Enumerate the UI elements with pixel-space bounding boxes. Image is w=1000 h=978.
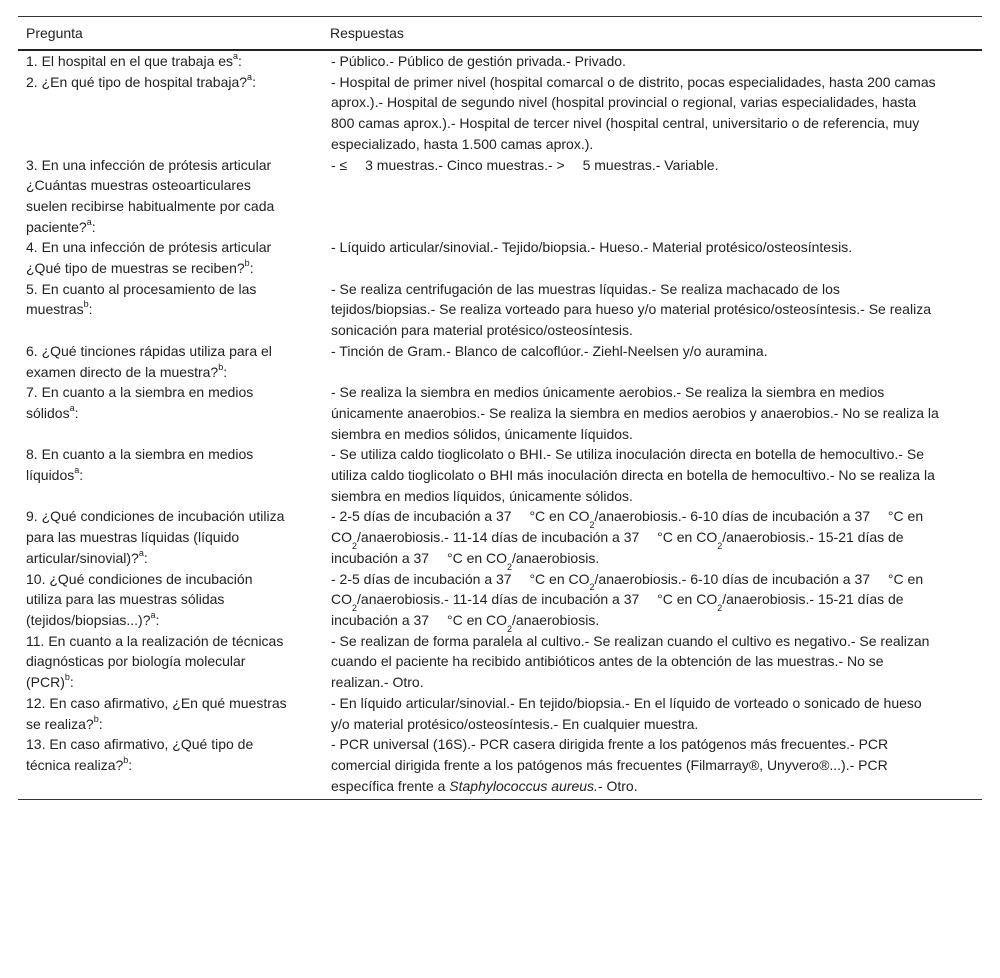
text-segment: 11. En cuanto a la realización de técnicas diagnósticas por biología molecular (PCR) [26, 632, 284, 691]
text-segment: - Tinción de Gram.- Blanco de calcoflúor.- Ziehl-Neelsen y/o auramina. [331, 342, 768, 359]
text-segment: /anaerobiosis.- 15-21 días de incubación a 37 °C en CO [331, 529, 904, 566]
subscript: 2 [507, 561, 513, 572]
answers-cell [322, 506, 982, 572]
question-cell [18, 50, 322, 72]
text-segment: 7. En cuanto a la siembra en medios sólidos [26, 384, 254, 421]
footnote-mark: a [247, 71, 253, 82]
text-segment: : [128, 756, 133, 773]
text-segment: : [79, 467, 84, 484]
text-segment: 5. En cuanto al procesamiento de las muestras [26, 280, 257, 318]
answers-cell [322, 341, 982, 382]
text-segment: /anaerobiosis.- 11-14 días de incubación a 37 °C en CO [357, 591, 718, 608]
text-segment: 12. En caso afirmativo, ¿En qué muestras se realiza? [26, 694, 287, 732]
question-cell [18, 237, 322, 278]
answers-cell [322, 693, 982, 734]
footnote-mark: b [93, 713, 99, 724]
subscript: 2 [589, 520, 595, 531]
question-cell [18, 279, 322, 341]
survey-table [18, 16, 982, 800]
text-segment: : [223, 363, 228, 380]
text-segment: 4. En una infección de prótesis articular ¿Qué tipo de muestras se reciben? [26, 239, 272, 277]
text-segment: - Público.- Público de gestión privada.- Privado. [331, 53, 626, 69]
question-cell [18, 341, 322, 382]
text-segment: - ≤ 3 muestras.- Cinco muestras.- > 5 muestras.- Variable. [331, 156, 719, 173]
footnote-mark: a [69, 402, 75, 413]
text-segment: 1. El hospital en el que trabaja es [26, 53, 234, 69]
text-segment: 8. En cuanto a la siembra en medios líquidos [26, 446, 254, 484]
footnote-mark: b [83, 299, 89, 310]
text-segment: - 2-5 días de incubación a 37 °C en CO [331, 508, 590, 525]
text-segment: : [252, 73, 256, 90]
text-segment: /anaerobiosis. [512, 611, 600, 628]
answers-cell [322, 279, 982, 341]
table-row [18, 237, 982, 278]
answers-cell [322, 237, 982, 278]
text-segment: 13. En caso afirmativo, ¿Qué tipo de técnica realiza? [26, 736, 254, 773]
subscript: 2 [352, 602, 358, 613]
table-row [18, 734, 982, 800]
text-segment: : [238, 53, 242, 69]
question-cell [18, 444, 322, 506]
footnote-mark: a [86, 216, 92, 227]
text-segment: 2. ¿En qué tipo de hospital trabaja? [26, 73, 248, 90]
answers-cell [322, 569, 982, 634]
text-segment: : [155, 611, 160, 628]
table-row [18, 72, 982, 155]
answers-cell [322, 382, 982, 444]
footnote-mark: a [150, 609, 156, 620]
text-segment: 10. ¿Qué condiciones de incubación utiliza para las muestras sólidas (tejidos/biopsias...)? [26, 570, 253, 628]
table-row [18, 155, 982, 238]
text-segment: 9. ¿Qué condiciones de incubación utiliza para las muestras líquidas (líquido articular/sinovial)? [26, 508, 285, 566]
subscript: 2 [352, 540, 358, 551]
table-body [18, 50, 982, 800]
text-segment: /anaerobiosis.- 11-14 días de incubación a 37 °C en CO [357, 529, 718, 546]
question-cell [18, 72, 322, 155]
text-segment: 3. En una infección de prótesis articular ¿Cuántas muestras osteoarticulares suelen recibirse habitualmente por cada paciente? [26, 156, 275, 235]
text-segment: /anaerobiosis.- 6-10 días de incubación a 37 °C en CO [331, 570, 924, 608]
answers-cell [322, 155, 982, 238]
text-segment: - Hospital de primer nivel (hospital comarcal o de distrito, pocas especialidades, hasta 200 camas aprox.).- Hospital de segundo nivel (hospital provincial o regional, varias especialidades, hasta 800 camas aprox.).- Hospital de tercer nivel (hospital central, universitario o de referencia, muy especializado, hasta 1.500 camas aprox.). [331, 73, 936, 152]
text-segment: - Líquido articular/sinovial.- Tejido/biopsia.- Hueso.- Material protésico/osteosíntesis. [331, 239, 853, 256]
header-answers: Respuestas [322, 17, 982, 51]
text-segment: - Otro. [597, 777, 638, 794]
table-row [18, 382, 982, 444]
answers-cell [322, 631, 982, 693]
subscript: 2 [507, 623, 513, 634]
table-row [18, 693, 982, 734]
text-segment: - En líquido articular/sinovial.- En tejido/biopsia.- En el líquido de vorteado o sonicado de hueso y/o material protésico/osteosíntesis.- En cualquier muestra. [331, 694, 922, 732]
table-row [18, 631, 982, 693]
question-cell [18, 506, 322, 568]
footnote-mark: a [138, 547, 144, 558]
question-cell [18, 631, 322, 693]
text-segment: 6. ¿Qué tinciones rápidas utiliza para el examen directo de la muestra? [26, 342, 272, 380]
text-segment: /anaerobiosis. [512, 549, 600, 566]
question-cell [18, 734, 322, 800]
question-cell [18, 693, 322, 734]
text-segment: - Se realiza centrifugación de las muestras líquidas.- Se realiza machacado de los tejidos/biopsias.- Se realiza vorteado para hueso y/o material protésico/osteosíntesis.- Se realiza sonicación para material protésico/osteosíntesis. [331, 280, 931, 339]
footnote-mark: b [123, 754, 129, 765]
text-segment: : [69, 674, 74, 691]
text-segment: - PCR universal (16S).- PCR casera dirigida frente a los patógenos más frecuentes.- PCR comercial dirigida frente a los patógenos más frecuentes (Filmarray®, Unyvero®...).- PCR específica frente a [331, 736, 889, 794]
table-row [18, 341, 982, 382]
table-row [18, 279, 982, 341]
footnote-mark: b [64, 672, 70, 683]
answers-cell [322, 444, 982, 506]
answers-cell [322, 72, 982, 155]
text-segment: - Se utiliza caldo tioglicolato o BHI.- Se utiliza inoculación directa en botella de hemocultivo.- Se utiliza caldo tioglicolato o BHI más inoculación directa en botella de hemocultivo.- No se realiza la siembra en medios líquidos, únicamente sólidos. [331, 446, 935, 504]
text-segment: /anaerobiosis.- 6-10 días de incubación a 37 °C en CO [331, 508, 924, 546]
text-segment: /anaerobiosis.- 15-21 días de incubación a 37 °C en CO [331, 591, 904, 628]
table-header-row [18, 17, 982, 51]
question-cell [18, 155, 322, 238]
table-row [18, 506, 982, 568]
text-segment: : [74, 404, 79, 421]
table-row [18, 50, 982, 72]
text-segment: - Se realizan de forma paralela al cultivo.- Se realizan cuando el cultivo es negativo.- Se realizan cuando el paciente ha recibido antibióticos antes de la obtención de las muestras.- No se realizan.- Otro. [331, 632, 930, 691]
answers-cell [322, 734, 982, 800]
footnote-mark: b [244, 258, 250, 269]
table-row [18, 569, 982, 631]
subscript: 2 [717, 540, 723, 551]
text-segment: : [143, 549, 148, 566]
footnote-mark: a [74, 465, 80, 476]
text-segment: : [98, 715, 103, 732]
subscript: 2 [589, 582, 595, 593]
text-segment: : [88, 301, 93, 318]
subscript: 2 [717, 602, 723, 613]
text-segment: : [249, 260, 254, 277]
table-row [18, 444, 982, 506]
footnote-mark: a [233, 51, 239, 61]
footnote-mark: b [218, 361, 224, 372]
text-segment: - 2-5 días de incubación a 37 °C en CO [331, 570, 590, 587]
text-segment: Staphylococcus aureus. [449, 777, 598, 794]
text-segment: : [91, 218, 96, 235]
question-cell [18, 569, 322, 631]
text-segment: - Se realiza la siembra en medios únicamente aerobios.- Se realiza la siembra en medios únicamente anaerobios.- Se realiza la siembra en medios aerobios y anaerobios.- No se realiza la siembra en medios sólidos, únicamente líquidos. [331, 384, 939, 442]
question-cell [18, 382, 322, 444]
header-question: Pregunta [18, 17, 322, 51]
answers-cell [322, 50, 982, 72]
